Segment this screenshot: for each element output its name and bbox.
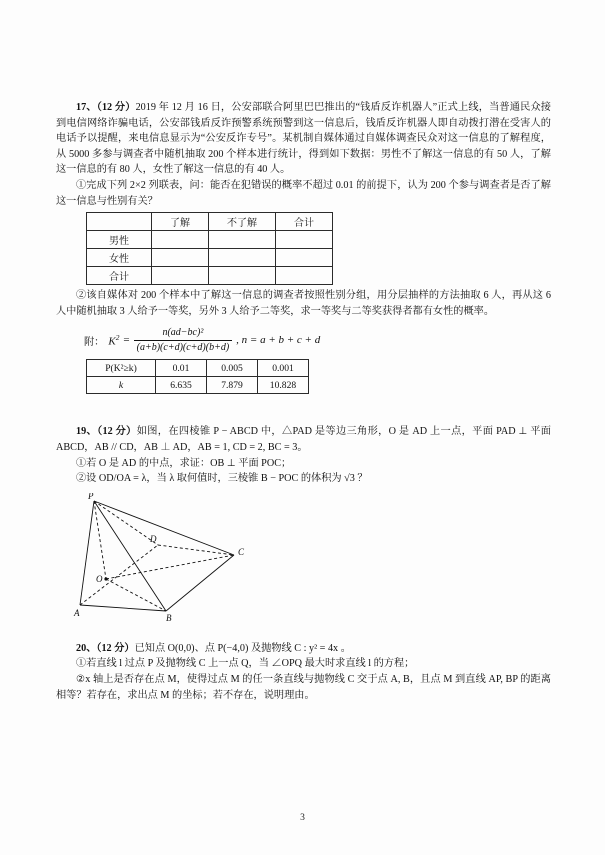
- cell-r2c2: [209, 267, 276, 285]
- q17-formula: [84, 327, 551, 353]
- cell-r1c1: [152, 249, 209, 267]
- formula-fraction: [134, 327, 233, 353]
- cell-r0c2: [209, 231, 276, 249]
- q19-body: 如图，在四棱锥 P − ABCD 中，△PAD 是等边三角形，O 是 AD 上一点，平面 PAD ⊥ 平面 ABCD，AB // CD，AB ⊥ AD，AB = 1, CD = 2, BC = 3。: [56, 426, 551, 453]
- formula-denominator: (a+b)(c+d)(c+d)(b+d): [136, 341, 230, 353]
- table-row: [87, 249, 333, 267]
- svg-text:A: A: [74, 607, 80, 618]
- q17-body: 2019 年 12 月 16 日，公安部联合阿里巴巴推出的“钱盾反诈机器人”正式上线，当普通民众接到电信网络诈骗电话，公安部钱盾反诈预警系统预警到这一信息后，钱盾反诈机器人即自动拨打潜在受害人的电话予以提醒，来电信息显示为“公安反诈专号”。某机制自媒体通过自媒体调查民众对这一信息的了解程度，从 5000 多参与调查者中随机抽取 200 个样本进行统计，得到如下数据：男性不了解这一信息的有 50 人，了解这一信息的有 80 人，女性了解这一信息的有 40 人。: [56, 102, 551, 176]
- formula-numerator: n(ad−bc)²: [134, 327, 233, 341]
- contingency-table: [86, 212, 333, 285]
- q20-sub1: ①若直线 l 过点 P 及抛物线 C 上一点 Q，当 ∠OPQ 最大时求直线 l 的方程；: [76, 658, 415, 670]
- cell-h1: 了解: [152, 213, 209, 231]
- q17-sub1: ①完成下列 2×2 列联表，问：能否在犯错误的概率不超过 0.01 的前提下，认为 200 个参与调查者是否了解这一信息与性别有关？: [56, 179, 551, 207]
- chi-square-reference-table: [86, 359, 309, 394]
- q19-sub1: ①若 O 是 AD 的中点，求证：OB ⊥ 平面 POC；: [76, 457, 292, 469]
- table-row: [87, 360, 309, 377]
- pyramid-figure-svg: [66, 493, 306, 623]
- page-number: 3: [300, 812, 305, 823]
- cell-r1c2: [209, 249, 276, 267]
- q17-number: 17、（12 分）: [76, 102, 136, 113]
- svg-text:P: P: [88, 492, 94, 501]
- cell-r0c0: 男性: [87, 231, 152, 249]
- q19-sub2: ②设 OD/OA = λ，当 λ 取何值时，三棱锥 B − POC 的体积为 √3 ？: [76, 473, 368, 485]
- cell-h3: 合计: [276, 213, 333, 231]
- formula-lhs-sup: 2: [115, 333, 120, 343]
- page-content: [56, 100, 551, 707]
- ref-r1c2: 7.879: [207, 377, 258, 394]
- table-row: [87, 267, 333, 285]
- spacer: [56, 627, 551, 641]
- formula-lhs: $K^2$: [108, 333, 120, 348]
- formula-equals: =: [123, 334, 130, 347]
- q19-text: [56, 424, 551, 455]
- svg-text:O: O: [96, 573, 103, 584]
- q17-sub2: ②该自媒体对 200 个样本中了解这一信息的调查者按照性别分组，用分层抽样的方法抽取 6 人，再从这 6 人中随机抽取 3 人给予一等奖，另外 3 人给予二等奖，求一等奖与二等奖获得者都有女性的概率。: [56, 290, 551, 317]
- svg-text:C: C: [238, 546, 245, 557]
- ref-r0c3: 0.001: [258, 360, 309, 377]
- q17-contingency-table-wrap: [86, 212, 551, 285]
- cell-r0c3: [276, 231, 333, 249]
- question-17: [56, 100, 551, 394]
- q17-text: [56, 100, 551, 178]
- question-19: [56, 424, 551, 622]
- q17-reference-table-wrap: [86, 359, 551, 394]
- question-20: [56, 641, 551, 703]
- cell-h0: [87, 213, 152, 231]
- q20-text: [56, 641, 551, 657]
- q20-sub2: ②x 轴上是否存在点 M，使得过点 M 的任一条直线与抛物线 C 交于点 A, B，且点 M 到直线 AP, BP 的距离相等？若存在，求出点 M 的坐标；若不存在，说明理由。: [56, 673, 551, 701]
- q20-body: 已知点 O(0,0)、点 P(−4,0) 及抛物线 C : y² = 4x 。: [134, 642, 351, 654]
- svg-text:B: B: [166, 612, 172, 623]
- svg-text:D: D: [150, 533, 157, 544]
- table-row: [87, 377, 309, 394]
- ref-r1-header: k: [87, 377, 156, 394]
- cell-r1c0: 女性: [87, 249, 152, 267]
- formula-tail: , n = a + b + c + d: [236, 334, 321, 347]
- formula-attach-label: 附：: [84, 336, 105, 348]
- spacer: [56, 398, 551, 424]
- cell-r2c0: 合计: [87, 267, 152, 285]
- cell-r2c1: [152, 267, 209, 285]
- pyramid-figure: [66, 493, 306, 623]
- ref-r1c1: 6.635: [156, 377, 207, 394]
- ref-r1c3: 10.828: [258, 377, 309, 394]
- ref-r0-header: P(K²≥k): [87, 360, 156, 377]
- cell-h2: 不了解: [209, 213, 276, 231]
- table-row: [87, 231, 333, 249]
- table-row: [87, 213, 333, 231]
- cell-r1c3: [276, 249, 333, 267]
- ref-r0c1: 0.01: [156, 360, 207, 377]
- cell-r0c1: [152, 231, 209, 249]
- q20-number: 20、（12 分）: [76, 642, 135, 654]
- q19-number: 19、（12 分）: [76, 426, 137, 438]
- cell-r2c3: [276, 267, 333, 285]
- ref-r0c2: 0.005: [207, 360, 258, 377]
